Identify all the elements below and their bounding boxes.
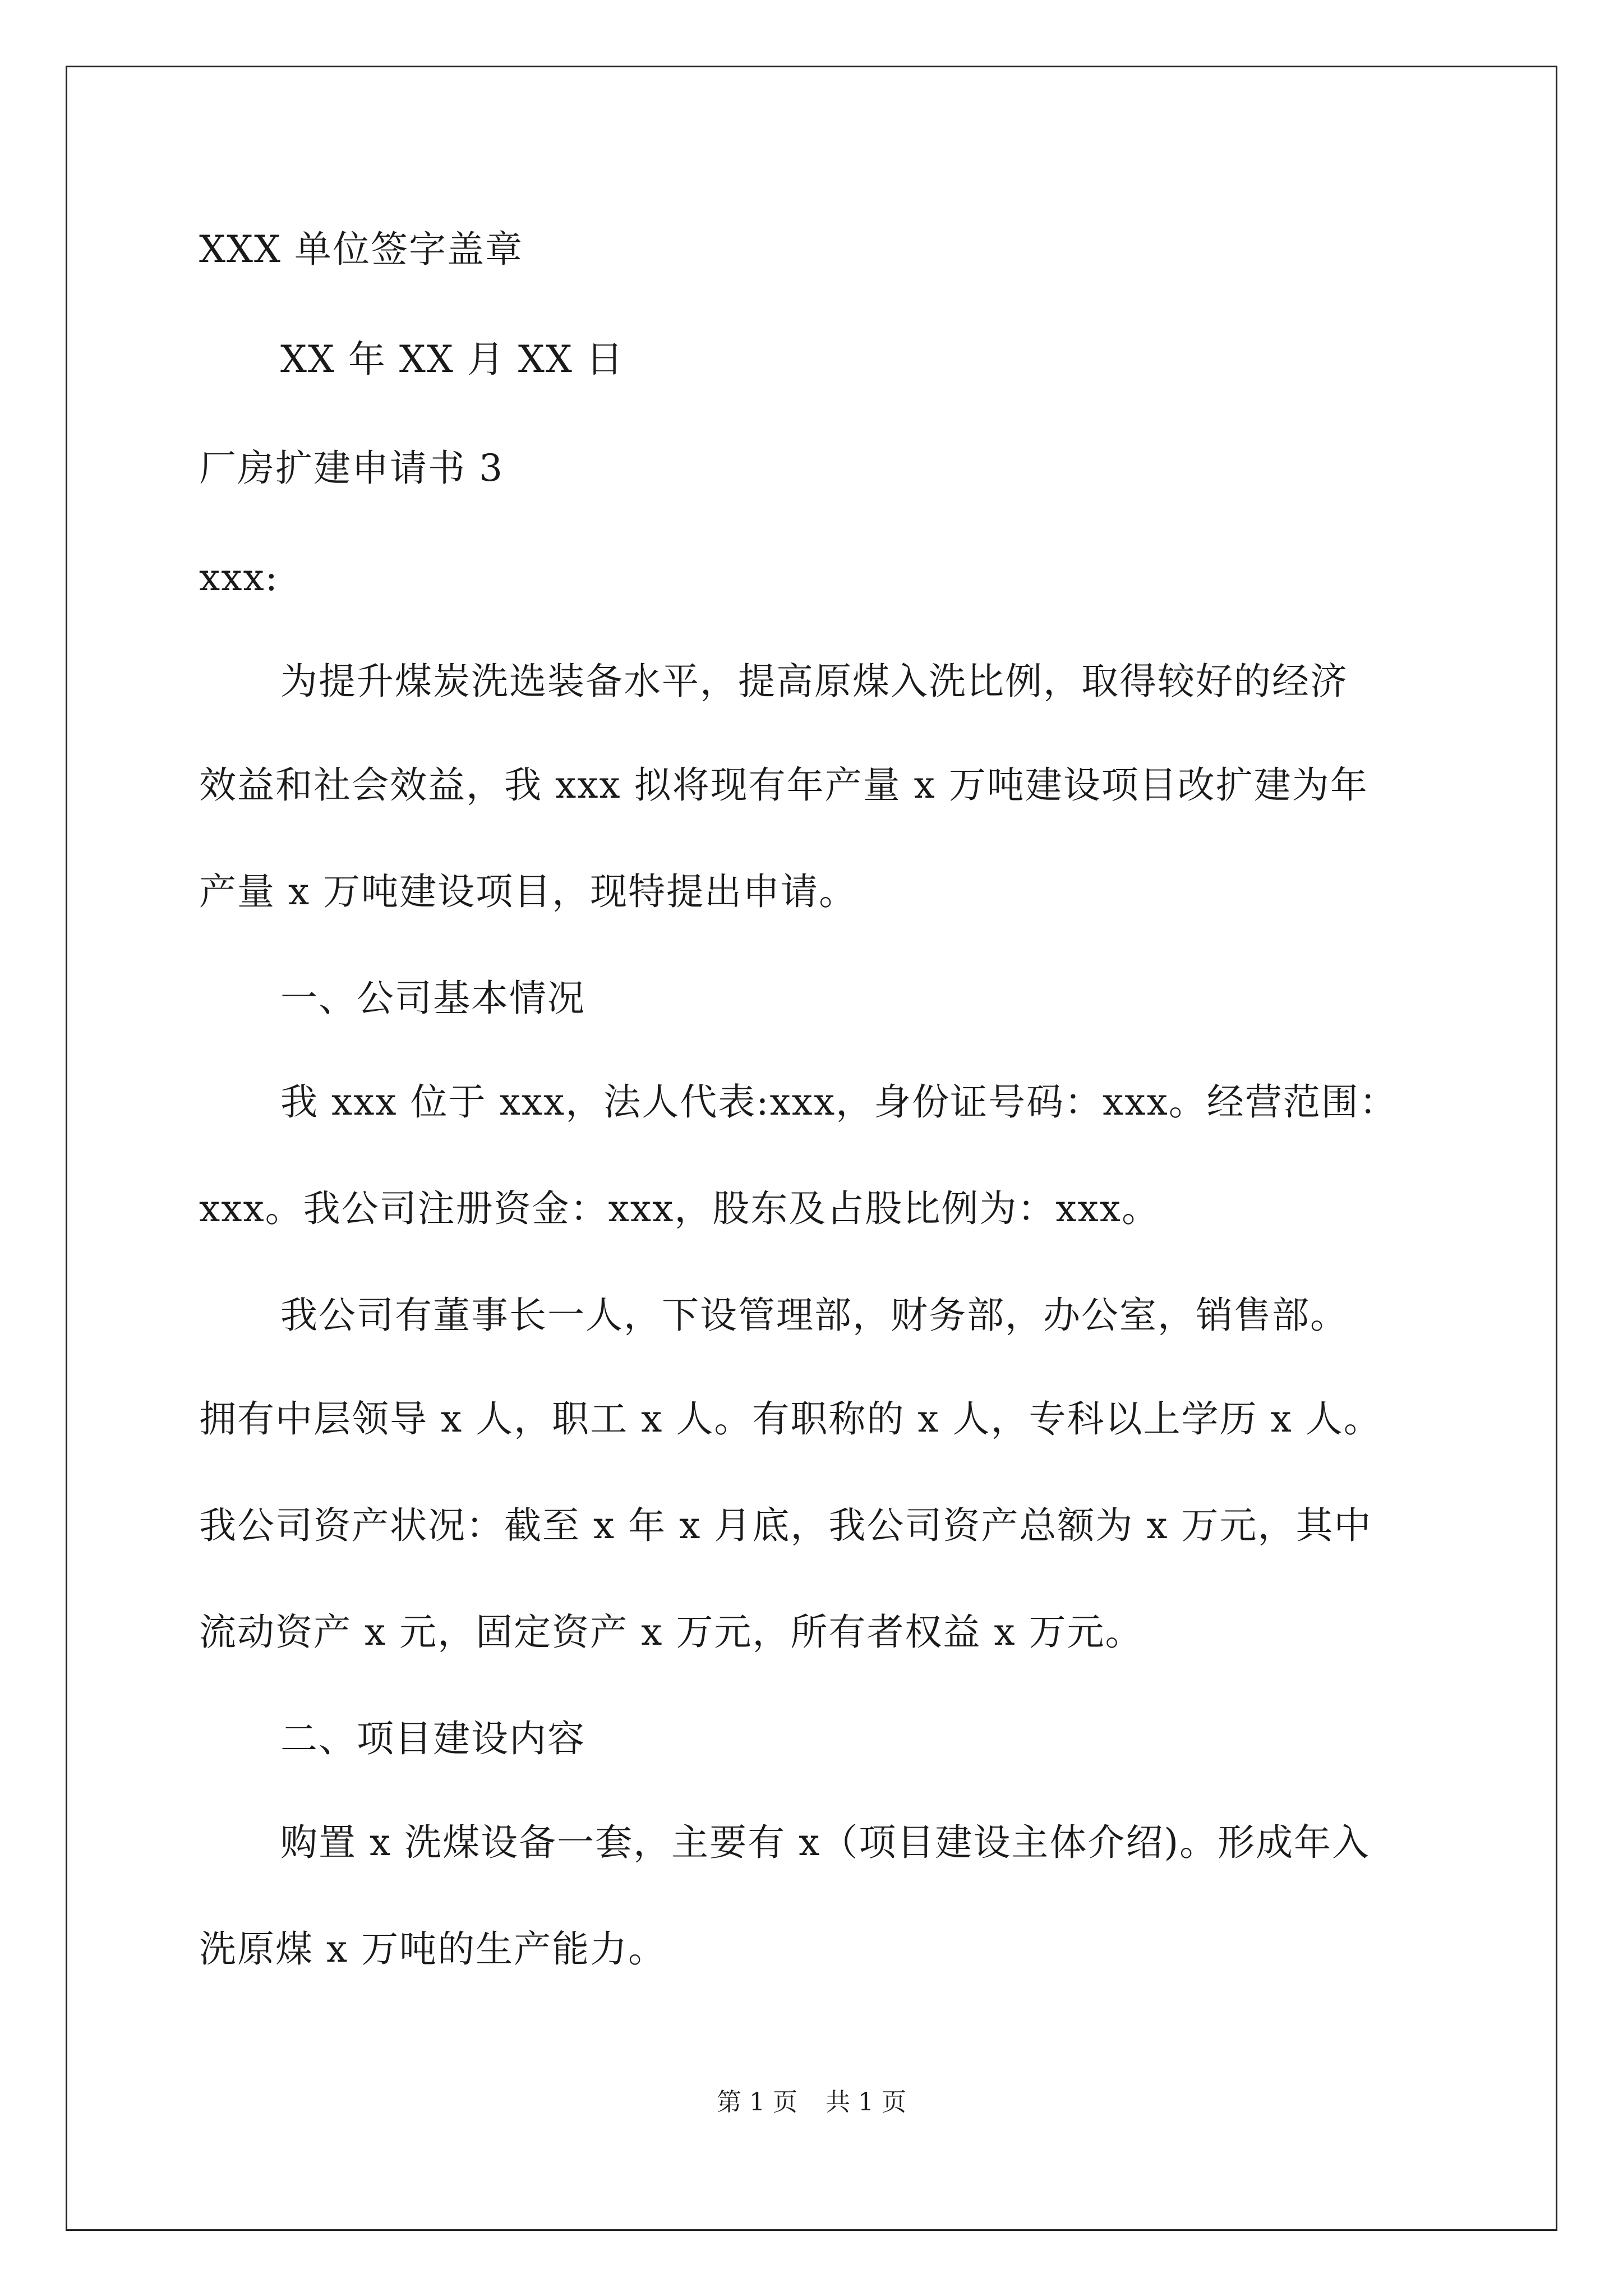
body-line: 购置 x 洗煤设备一套，主要有 x（项目建设主体介绍)。形成年入 (280, 1821, 1371, 1864)
body-line: 洗原煤 x 万吨的生产能力。 (199, 1927, 667, 1971)
page-number: 第 1 页 (717, 2088, 797, 2116)
body-line: 效益和社会效益，我 xxx 拟将现有年产量 x 万吨建设项目改扩建为年 (199, 763, 1368, 807)
body-line: 为提升煤炭洗选装备水平，提高原煤入洗比例，取得较好的经济 (280, 660, 1348, 703)
body-line: 流动资产 x 元，固定资产 x 万元，所有者权益 x 万元。 (199, 1611, 1144, 1654)
date-line: XX 年 XX 月 XX 日 (280, 338, 624, 381)
body-line: xxx。我公司注册资金：xxx，股东及占股比例为：xxx。 (199, 1187, 1160, 1230)
page-frame (66, 66, 1557, 2231)
document-title: 厂房扩建申请书 3 (199, 447, 504, 490)
signature-line: XXX 单位签字盖章 (199, 228, 523, 271)
page-footer (0, 2086, 1623, 2119)
section-heading: 一、公司基本情况 (280, 977, 585, 1020)
body-line: 我 xxx 位于 xxx，法人代表:xxx，身份证号码：xxx。经营范围： (280, 1080, 1398, 1124)
salutation: xxx: (199, 556, 279, 599)
body-line: 拥有中层领导 x 人，职工 x 人。有职称的 x 人，专科以上学历 x 人。 (199, 1397, 1382, 1441)
body-line: 我公司有董事长一人，下设管理部，财务部，办公室，销售部。 (280, 1294, 1348, 1337)
body-line: 我公司资产状况：截至 x 年 x 月底，我公司资产总额为 x 万元，其中 (199, 1504, 1372, 1547)
body-line: 产量 x 万吨建设项目，现特提出申请。 (199, 870, 857, 913)
section-heading: 二、项目建设内容 (280, 1717, 585, 1760)
page-total: 共 1 页 (826, 2088, 906, 2116)
